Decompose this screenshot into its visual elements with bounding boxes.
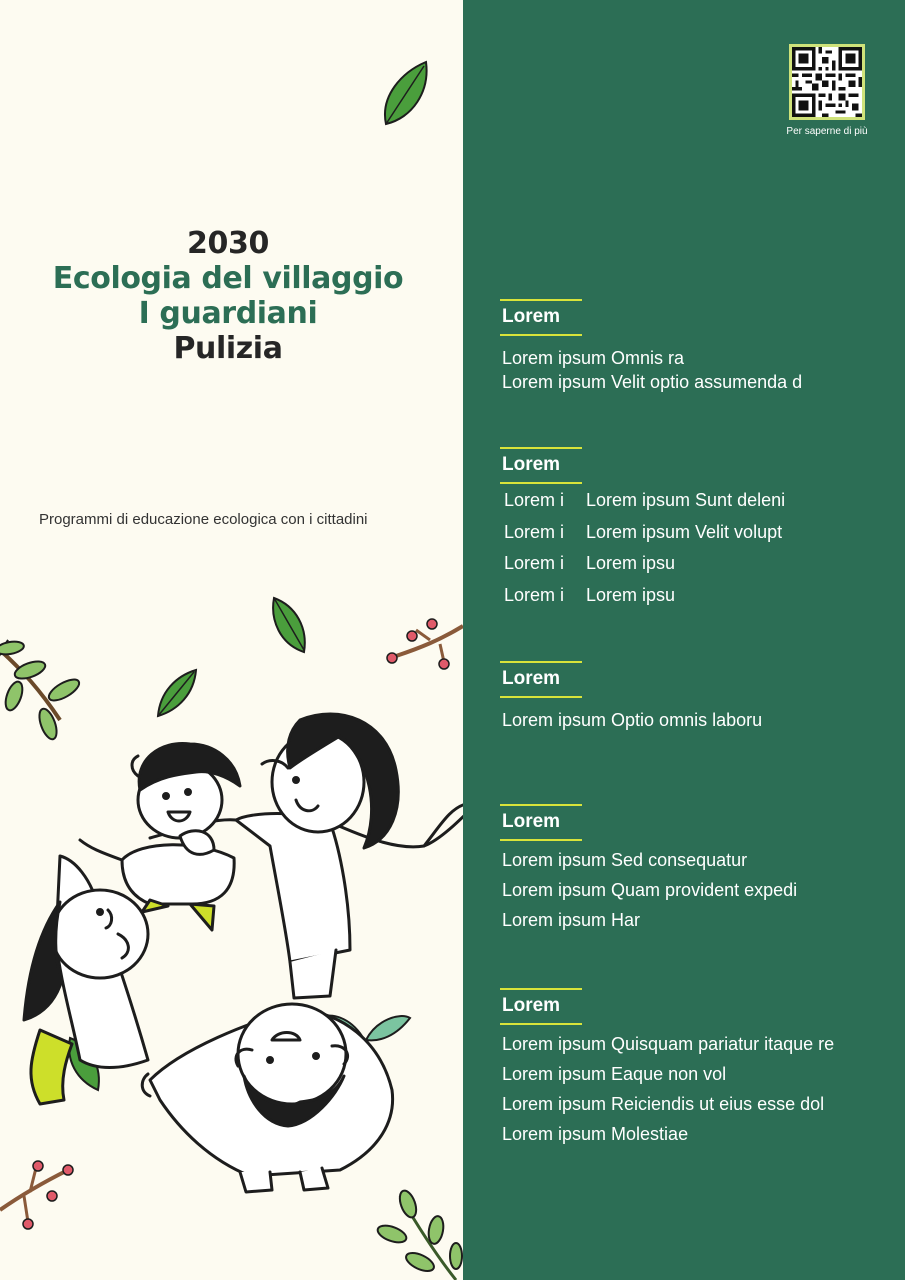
- row-label: Lorem i: [504, 521, 565, 542]
- section-line: Lorem ipsum Har: [502, 910, 641, 930]
- branch-icon: [0, 640, 82, 742]
- qr-caption: Per saperne di più: [786, 126, 868, 137]
- section-line: Lorem ipsum Reiciendis ut eius esse dol: [502, 1094, 825, 1114]
- section-4: [500, 804, 797, 935]
- row-label: Lorem i: [504, 490, 565, 510]
- row-label: Lorem i: [504, 584, 565, 605]
- leaf-icon: [273, 598, 305, 652]
- list-item: [504, 548, 785, 579]
- title-line-3: Pulizia: [173, 331, 283, 366]
- section-heading: Lorem: [500, 447, 582, 484]
- title-block: [0, 226, 456, 366]
- subtitle: Programmi di educazione ecologica con i cittadini: [39, 511, 368, 528]
- section-line: Lorem ipsum Optio omnis laboru: [502, 710, 763, 730]
- row-value: Lorem ipsum Sunt deleni: [586, 490, 786, 510]
- section-heading: Lorem: [500, 988, 582, 1025]
- list-item: [504, 517, 785, 548]
- section-line: Lorem ipsum Quisquam pariatur itaque re: [502, 1034, 835, 1054]
- leaf-icon: [385, 62, 427, 124]
- section-3: [500, 661, 762, 732]
- list-item: [504, 580, 785, 611]
- row-value: Lorem ipsum Velit volupt: [586, 521, 783, 542]
- section-2: [500, 447, 785, 610]
- section-line: Lorem ipsum Omnis ra: [502, 348, 685, 368]
- section-line: Lorem ipsum Quam provident expedi: [502, 880, 798, 900]
- berry-branch-icon: [387, 619, 463, 669]
- section-line: Lorem ipsum Velit optio assumenda d: [502, 372, 803, 392]
- section-1: [500, 299, 802, 394]
- section-line: Lorem ipsum Molestiae: [502, 1124, 689, 1144]
- qr-code-icon: [792, 47, 862, 117]
- section-line: Lorem ipsum Eaque non vol: [502, 1064, 727, 1084]
- title-line-1: Ecologia del villaggio: [52, 261, 404, 296]
- title-year: 2030: [187, 226, 269, 261]
- section-heading: Lorem: [500, 299, 582, 336]
- branch-icon: [376, 1188, 462, 1280]
- leaf-icon: [158, 670, 196, 716]
- section-line: Lorem ipsum Sed consequatur: [502, 850, 748, 870]
- section-heading: Lorem: [500, 804, 582, 841]
- list-item: [504, 485, 785, 516]
- row-label: Lorem i: [504, 553, 565, 573]
- section-5: [500, 988, 834, 1149]
- berry-branch-icon: [0, 1161, 73, 1229]
- row-value: Lorem ipsu: [586, 553, 676, 573]
- section-heading: Lorem: [500, 661, 582, 698]
- people-illustration: [24, 714, 463, 1192]
- row-value: Lorem ipsu: [586, 584, 676, 605]
- qr-code[interactable]: [789, 44, 865, 120]
- title-line-2: I guardiani: [138, 296, 318, 331]
